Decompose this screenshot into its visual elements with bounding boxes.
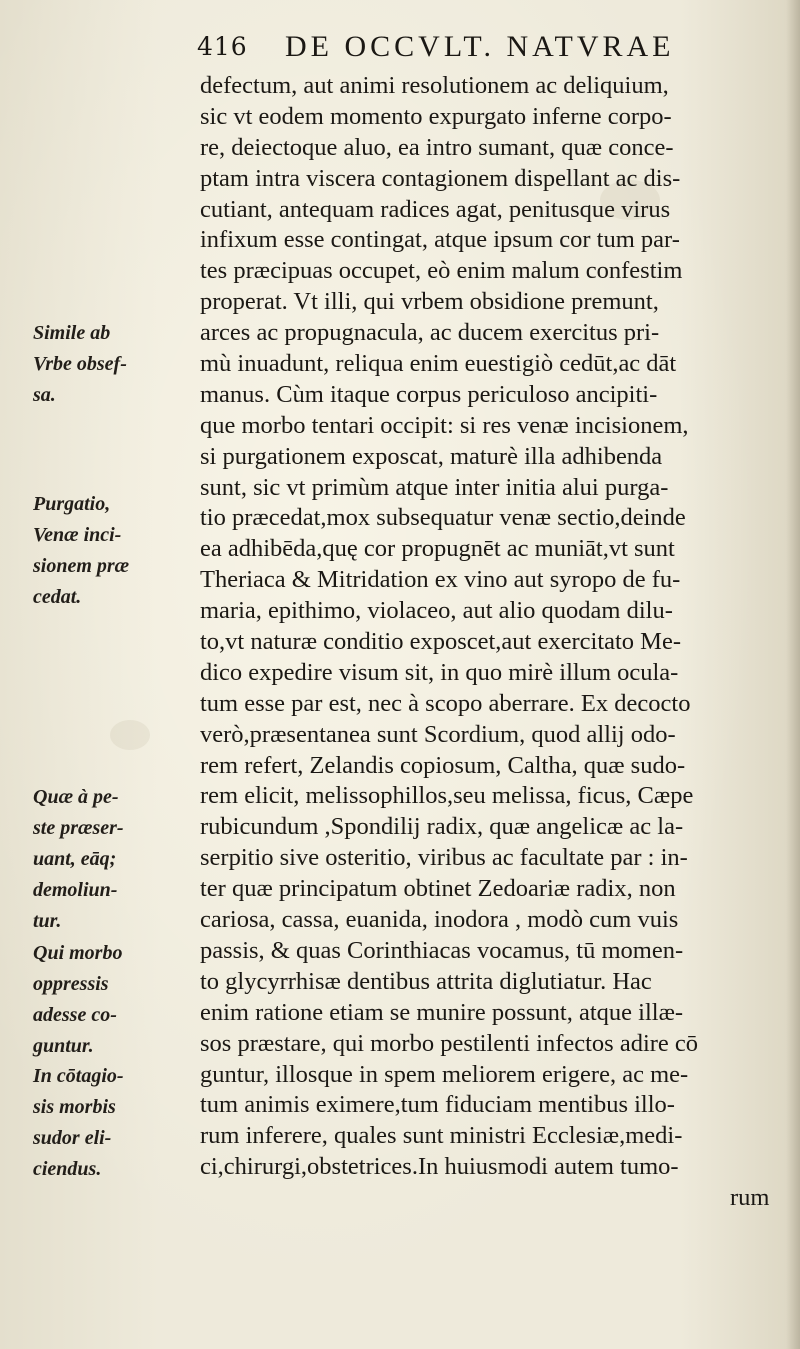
text-line: rem elicit, melissophillos,seu melissa, ficus, Cæpe [200, 782, 694, 810]
margin-note-line: oppressis [33, 972, 109, 995]
text-line: dico expedire visum sit, in quo mirè illum ocula- [200, 658, 679, 686]
margin-note-line: sudor eli- [33, 1126, 112, 1149]
margin-note-line: Venæ inci- [33, 523, 122, 546]
text-line: to,vt naturæ conditio exposcet,aut exercitato Me- [200, 628, 682, 656]
margin-note-sudor [33, 1061, 193, 1185]
text-line: ter quæ principatum obtinet Zedoariæ radix, non [200, 875, 676, 903]
text-line: properat. Vt illi, qui vrbem obsidione premunt, [200, 288, 659, 316]
margin-note-line: uant, eāq; [33, 847, 117, 870]
margin-note-line: Vrbe obsef- [33, 352, 127, 375]
margin-note-peste [33, 782, 193, 936]
main-text-block [200, 71, 792, 1214]
margin-note-morbo [33, 938, 193, 1062]
text-line: ptam intra viscera contagionem dispellant ac dis- [200, 164, 681, 192]
text-line: maria, epithimo, violaceo, aut alio quodam dilu- [200, 597, 673, 625]
margin-note-line: Quæ à pe- [33, 786, 119, 808]
margin-note-line: adesse co- [33, 1003, 117, 1026]
text-line: tio præcedat,mox subsequatur venæ sectio,deinde [200, 504, 686, 532]
margin-note-line: Qui morbo [33, 942, 123, 964]
margin-note-line: sis morbis [33, 1095, 116, 1118]
text-line: arces ac propugnacula, ac ducem exercitus pri- [200, 319, 660, 347]
paper-stain [110, 720, 150, 750]
page-number: 416 [197, 32, 248, 61]
margin-note-line: sa. [33, 383, 56, 406]
catchword: rum [730, 1184, 770, 1212]
text-line: rem refert, Zelandis copiosum, Caltha, quæ sudo- [200, 751, 686, 779]
text-line: guntur, illosque in spem meliorem erigere, ac me- [200, 1060, 689, 1088]
text-line: cutiant, antequam radices agat, penitusque virus [200, 195, 671, 223]
text-line: ci,chirurgi,obstetrices.In huiusmodi autem tumo- [200, 1153, 679, 1181]
text-line: re, deiectoque aluo, ea intro sumant, quæ conce- [200, 133, 674, 161]
running-title: DE OCCVLT. NATVRAE [285, 30, 675, 63]
margin-note-line: Purgatio, [33, 493, 111, 515]
text-line: passis, & quas Corinthiacas vocamus, tū momen- [200, 936, 684, 964]
text-line: rubicundum ,Spondilij radix, quæ angelicæ ac la- [200, 813, 684, 841]
text-line: serpitio sive osteritio, viribus ac facultate par : in- [200, 844, 688, 872]
text-line: rum inferere, quales sunt ministri Ecclesiæ,medi- [200, 1122, 683, 1150]
page-header [197, 26, 787, 66]
text-line: que morbo tentari occipit: si res venæ incisionem, [200, 411, 689, 439]
text-line: tum animis eximere,tum fiduciam mentibus illo- [200, 1091, 675, 1119]
text-line: to glycyrrhisæ dentibus attrita diglutiatur. Hac [200, 967, 652, 995]
margin-note-line: tur. [33, 909, 62, 932]
text-line: manus. Cùm itaque corpus periculoso ancipiti- [200, 380, 658, 408]
margin-note-line: Simile ab [33, 322, 111, 344]
text-line: mù inuadunt, reliqua enim euestigiò cedūt,ac dāt [200, 350, 677, 378]
margin-note-line: demoliun- [33, 878, 118, 901]
text-line: cariosa, cassa, euanida, inodora , modò cum vuis [200, 906, 679, 934]
margin-note-line: ciendus. [33, 1157, 102, 1180]
text-line: Theriaca & Mitridation ex vino aut syropo de fu- [200, 566, 681, 594]
margin-note-line: guntur. [33, 1034, 94, 1057]
text-line: defectum, aut animi resolutionem ac deliquium, [200, 72, 669, 99]
margin-note-line: ste præser- [33, 816, 124, 839]
text-line: ea adhibēda,quę cor propugnēt ac muniāt,vt sunt [200, 535, 675, 563]
text-line: verò,præsentanea sunt Scordium, quod allij odo- [200, 720, 676, 748]
text-line: tum esse par est, nec à scopo aberrare. Ex decocto [200, 689, 691, 717]
margin-note-line: cedat. [33, 585, 82, 608]
margin-note-line: In cōtagio- [33, 1065, 124, 1087]
text-line: infixum esse contingat, atque ipsum cor tum par- [200, 226, 680, 254]
text-line: tes præcipuas occupet, eò enim malum confestim [200, 257, 683, 285]
text-line: sic vt eodem momento expurgato inferne corpo- [200, 102, 672, 130]
text-line: enim ratione etiam se munire possunt, atque illæ- [200, 998, 684, 1026]
text-line: si purgationem exposcat, maturè illa adhibenda [200, 442, 663, 470]
margin-note-line: sionem præ [33, 554, 130, 577]
text-line: sunt, sic vt primùm atque inter initia alui purga- [200, 473, 669, 501]
margin-note-simile [33, 318, 193, 411]
margin-note-purgatio [33, 489, 193, 613]
text-line: sos præstare, qui morbo pestilenti infectos adire cō [200, 1029, 699, 1057]
